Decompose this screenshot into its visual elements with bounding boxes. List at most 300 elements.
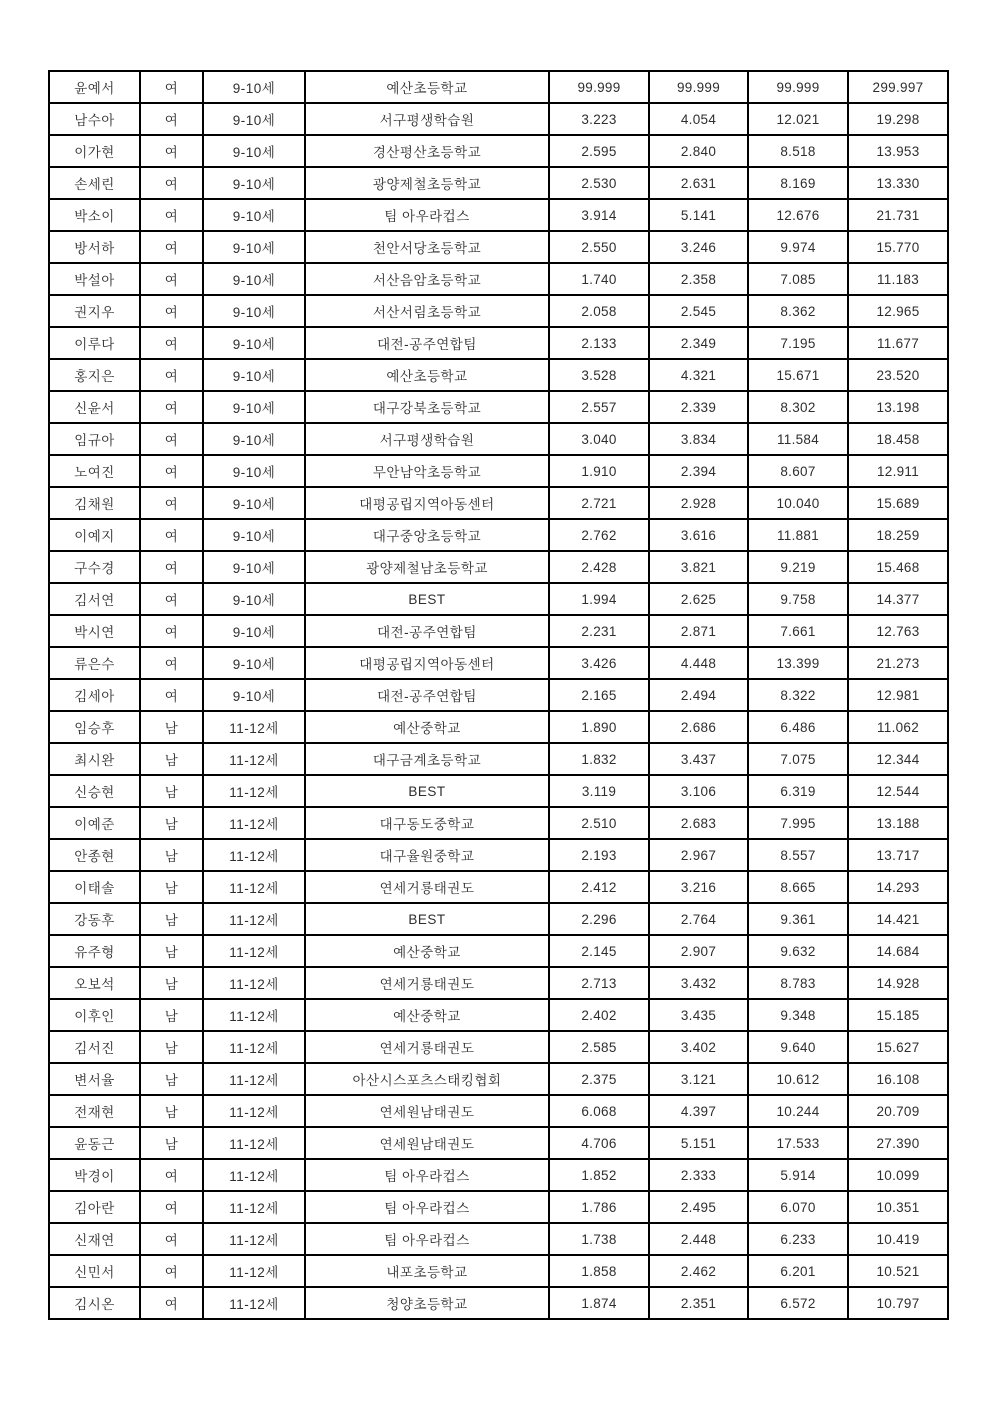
cell-name: 노여진 xyxy=(49,455,140,487)
cell-t3: 9.974 xyxy=(748,231,848,263)
cell-age: 11-12세 xyxy=(203,1159,305,1191)
cell-name: 김채원 xyxy=(49,487,140,519)
cell-team: 내포초등학교 xyxy=(305,1255,549,1287)
cell-t3: 9.361 xyxy=(748,903,848,935)
cell-team: 대평공립지역아동센터 xyxy=(305,647,549,679)
cell-total: 21.273 xyxy=(848,647,948,679)
results-sheet xyxy=(48,70,949,1320)
table-row xyxy=(49,103,948,135)
cell-age: 9-10세 xyxy=(203,391,305,423)
table-row xyxy=(49,807,948,839)
cell-t1: 2.595 xyxy=(549,135,649,167)
cell-t1: 2.058 xyxy=(549,295,649,327)
cell-gender: 여 xyxy=(140,71,203,103)
cell-t2: 2.494 xyxy=(649,679,748,711)
cell-t3: 8.322 xyxy=(748,679,848,711)
cell-age: 11-12세 xyxy=(203,711,305,743)
cell-name: 권지우 xyxy=(49,295,140,327)
cell-age: 9-10세 xyxy=(203,551,305,583)
cell-t1: 1.890 xyxy=(549,711,649,743)
cell-total: 14.293 xyxy=(848,871,948,903)
table-row xyxy=(49,999,948,1031)
cell-t2: 2.339 xyxy=(649,391,748,423)
table-row xyxy=(49,359,948,391)
cell-t3: 8.169 xyxy=(748,167,848,199)
cell-age: 9-10세 xyxy=(203,455,305,487)
cell-age: 11-12세 xyxy=(203,1191,305,1223)
cell-name: 구수경 xyxy=(49,551,140,583)
cell-t3: 17.533 xyxy=(748,1127,848,1159)
cell-t3: 5.914 xyxy=(748,1159,848,1191)
cell-t1: 3.040 xyxy=(549,423,649,455)
cell-team: 대전-공주연합팀 xyxy=(305,615,549,647)
cell-team: 서산음암초등학교 xyxy=(305,263,549,295)
cell-t2: 3.106 xyxy=(649,775,748,807)
cell-age: 11-12세 xyxy=(203,1127,305,1159)
cell-t3: 6.233 xyxy=(748,1223,848,1255)
cell-gender: 여 xyxy=(140,1191,203,1223)
cell-name: 신윤서 xyxy=(49,391,140,423)
table-row xyxy=(49,1159,948,1191)
table-row xyxy=(49,455,948,487)
cell-gender: 남 xyxy=(140,871,203,903)
table-row xyxy=(49,935,948,967)
cell-age: 9-10세 xyxy=(203,679,305,711)
cell-gender: 남 xyxy=(140,967,203,999)
cell-gender: 여 xyxy=(140,519,203,551)
cell-t2: 3.402 xyxy=(649,1031,748,1063)
cell-t1: 1.994 xyxy=(549,583,649,615)
table-row xyxy=(49,423,948,455)
cell-name: 김아란 xyxy=(49,1191,140,1223)
cell-gender: 여 xyxy=(140,231,203,263)
cell-name: 박경이 xyxy=(49,1159,140,1191)
cell-t1: 2.133 xyxy=(549,327,649,359)
cell-t2: 2.545 xyxy=(649,295,748,327)
cell-t2: 2.967 xyxy=(649,839,748,871)
table-row xyxy=(49,711,948,743)
cell-t2: 5.141 xyxy=(649,199,748,231)
cell-name: 김시온 xyxy=(49,1287,140,1319)
cell-t1: 2.510 xyxy=(549,807,649,839)
table-row xyxy=(49,615,948,647)
cell-age: 9-10세 xyxy=(203,263,305,295)
results-table xyxy=(48,70,949,1320)
cell-total: 15.185 xyxy=(848,999,948,1031)
results-table-body xyxy=(49,71,948,1319)
cell-total: 12.965 xyxy=(848,295,948,327)
cell-age: 11-12세 xyxy=(203,1031,305,1063)
cell-t2: 4.397 xyxy=(649,1095,748,1127)
cell-t3: 7.085 xyxy=(748,263,848,295)
cell-total: 10.797 xyxy=(848,1287,948,1319)
cell-total: 10.419 xyxy=(848,1223,948,1255)
cell-t3: 15.671 xyxy=(748,359,848,391)
cell-team: 아산시스포츠스태킹협회 xyxy=(305,1063,549,1095)
cell-t2: 3.246 xyxy=(649,231,748,263)
cell-team: 대구중앙초등학교 xyxy=(305,519,549,551)
cell-team: BEST xyxy=(305,903,549,935)
cell-t1: 3.528 xyxy=(549,359,649,391)
cell-t3: 13.399 xyxy=(748,647,848,679)
cell-gender: 남 xyxy=(140,1095,203,1127)
cell-gender: 여 xyxy=(140,1287,203,1319)
cell-t1: 2.375 xyxy=(549,1063,649,1095)
cell-team: 서산서림초등학교 xyxy=(305,295,549,327)
cell-gender: 남 xyxy=(140,999,203,1031)
cell-age: 9-10세 xyxy=(203,295,305,327)
cell-t3: 7.195 xyxy=(748,327,848,359)
table-row xyxy=(49,1095,948,1127)
cell-t1: 2.296 xyxy=(549,903,649,935)
table-row xyxy=(49,1031,948,1063)
cell-t2: 2.683 xyxy=(649,807,748,839)
cell-name: 이가현 xyxy=(49,135,140,167)
table-row xyxy=(49,167,948,199)
cell-name: 박소이 xyxy=(49,199,140,231)
cell-t3: 9.632 xyxy=(748,935,848,967)
table-row xyxy=(49,1223,948,1255)
table-row xyxy=(49,551,948,583)
cell-t1: 2.530 xyxy=(549,167,649,199)
cell-t3: 7.075 xyxy=(748,743,848,775)
cell-name: 강동후 xyxy=(49,903,140,935)
cell-t3: 9.758 xyxy=(748,583,848,615)
cell-age: 9-10세 xyxy=(203,519,305,551)
cell-gender: 여 xyxy=(140,487,203,519)
cell-t2: 3.437 xyxy=(649,743,748,775)
cell-team: 팀 아우라컵스 xyxy=(305,1159,549,1191)
cell-t1: 2.412 xyxy=(549,871,649,903)
cell-t3: 8.302 xyxy=(748,391,848,423)
cell-t3: 6.070 xyxy=(748,1191,848,1223)
cell-name: 오보석 xyxy=(49,967,140,999)
cell-gender: 여 xyxy=(140,455,203,487)
cell-total: 10.099 xyxy=(848,1159,948,1191)
cell-name: 임승후 xyxy=(49,711,140,743)
cell-age: 11-12세 xyxy=(203,999,305,1031)
cell-t1: 2.231 xyxy=(549,615,649,647)
table-row xyxy=(49,903,948,935)
cell-age: 11-12세 xyxy=(203,1095,305,1127)
cell-gender: 여 xyxy=(140,551,203,583)
cell-gender: 여 xyxy=(140,1255,203,1287)
cell-t1: 1.910 xyxy=(549,455,649,487)
cell-t2: 2.495 xyxy=(649,1191,748,1223)
cell-t2: 3.216 xyxy=(649,871,748,903)
cell-t1: 2.165 xyxy=(549,679,649,711)
cell-name: 이예준 xyxy=(49,807,140,839)
cell-t1: 99.999 xyxy=(549,71,649,103)
cell-t3: 8.557 xyxy=(748,839,848,871)
cell-t2: 2.333 xyxy=(649,1159,748,1191)
cell-total: 15.689 xyxy=(848,487,948,519)
cell-age: 9-10세 xyxy=(203,231,305,263)
cell-t3: 12.021 xyxy=(748,103,848,135)
cell-t2: 2.462 xyxy=(649,1255,748,1287)
cell-total: 13.953 xyxy=(848,135,948,167)
cell-t3: 8.518 xyxy=(748,135,848,167)
cell-gender: 여 xyxy=(140,295,203,327)
table-row xyxy=(49,1063,948,1095)
cell-t1: 2.428 xyxy=(549,551,649,583)
cell-team: 팀 아우라컵스 xyxy=(305,1223,549,1255)
cell-name: 최시완 xyxy=(49,743,140,775)
cell-total: 20.709 xyxy=(848,1095,948,1127)
cell-total: 11.062 xyxy=(848,711,948,743)
cell-total: 15.468 xyxy=(848,551,948,583)
cell-name: 류은수 xyxy=(49,647,140,679)
cell-t2: 3.821 xyxy=(649,551,748,583)
table-row xyxy=(49,1255,948,1287)
cell-team: 대구동도중학교 xyxy=(305,807,549,839)
cell-t1: 6.068 xyxy=(549,1095,649,1127)
cell-t1: 1.858 xyxy=(549,1255,649,1287)
cell-t2: 2.625 xyxy=(649,583,748,615)
cell-name: 신승현 xyxy=(49,775,140,807)
cell-gender: 남 xyxy=(140,935,203,967)
cell-gender: 여 xyxy=(140,199,203,231)
cell-age: 11-12세 xyxy=(203,903,305,935)
cell-gender: 여 xyxy=(140,679,203,711)
table-row xyxy=(49,1287,948,1319)
cell-total: 14.928 xyxy=(848,967,948,999)
cell-team: BEST xyxy=(305,583,549,615)
cell-team: 예산중학교 xyxy=(305,935,549,967)
cell-name: 박시연 xyxy=(49,615,140,647)
cell-name: 유주형 xyxy=(49,935,140,967)
table-row xyxy=(49,839,948,871)
table-row xyxy=(49,679,948,711)
cell-total: 11.183 xyxy=(848,263,948,295)
cell-total: 15.770 xyxy=(848,231,948,263)
cell-t1: 1.740 xyxy=(549,263,649,295)
table-row xyxy=(49,231,948,263)
cell-t3: 6.201 xyxy=(748,1255,848,1287)
cell-gender: 남 xyxy=(140,1031,203,1063)
cell-t1: 2.585 xyxy=(549,1031,649,1063)
cell-gender: 남 xyxy=(140,775,203,807)
cell-t2: 4.448 xyxy=(649,647,748,679)
cell-age: 11-12세 xyxy=(203,935,305,967)
cell-team: 예산중학교 xyxy=(305,999,549,1031)
table-row xyxy=(49,647,948,679)
cell-age: 9-10세 xyxy=(203,615,305,647)
cell-total: 13.188 xyxy=(848,807,948,839)
cell-team: 팀 아우라컵스 xyxy=(305,199,549,231)
cell-gender: 남 xyxy=(140,839,203,871)
cell-gender: 남 xyxy=(140,743,203,775)
cell-t3: 7.995 xyxy=(748,807,848,839)
cell-name: 신민서 xyxy=(49,1255,140,1287)
cell-total: 14.377 xyxy=(848,583,948,615)
cell-total: 23.520 xyxy=(848,359,948,391)
cell-gender: 여 xyxy=(140,647,203,679)
cell-name: 손세린 xyxy=(49,167,140,199)
cell-t3: 6.486 xyxy=(748,711,848,743)
cell-team: 대구금계초등학교 xyxy=(305,743,549,775)
cell-t3: 9.348 xyxy=(748,999,848,1031)
cell-total: 21.731 xyxy=(848,199,948,231)
cell-total: 12.344 xyxy=(848,743,948,775)
cell-name: 박설아 xyxy=(49,263,140,295)
cell-name: 임규아 xyxy=(49,423,140,455)
cell-name: 이루다 xyxy=(49,327,140,359)
table-row xyxy=(49,519,948,551)
cell-team: 서구평생학습원 xyxy=(305,103,549,135)
table-row xyxy=(49,775,948,807)
cell-t2: 2.907 xyxy=(649,935,748,967)
cell-team: 팀 아우라컵스 xyxy=(305,1191,549,1223)
cell-age: 9-10세 xyxy=(203,103,305,135)
cell-t2: 2.686 xyxy=(649,711,748,743)
cell-t2: 2.928 xyxy=(649,487,748,519)
cell-team: 대구강북초등학교 xyxy=(305,391,549,423)
cell-age: 9-10세 xyxy=(203,199,305,231)
cell-age: 11-12세 xyxy=(203,807,305,839)
cell-name: 김서진 xyxy=(49,1031,140,1063)
cell-t1: 2.721 xyxy=(549,487,649,519)
cell-t2: 3.616 xyxy=(649,519,748,551)
cell-t1: 1.852 xyxy=(549,1159,649,1191)
cell-t3: 6.319 xyxy=(748,775,848,807)
cell-age: 11-12세 xyxy=(203,1255,305,1287)
cell-team: 연세거룡태권도 xyxy=(305,1031,549,1063)
cell-age: 11-12세 xyxy=(203,1287,305,1319)
cell-gender: 여 xyxy=(140,391,203,423)
cell-t1: 2.713 xyxy=(549,967,649,999)
cell-team: 연세거룡태권도 xyxy=(305,967,549,999)
cell-name: 안종현 xyxy=(49,839,140,871)
cell-total: 14.421 xyxy=(848,903,948,935)
cell-total: 12.544 xyxy=(848,775,948,807)
cell-name: 변서율 xyxy=(49,1063,140,1095)
cell-gender: 여 xyxy=(140,583,203,615)
cell-t3: 9.640 xyxy=(748,1031,848,1063)
cell-total: 12.763 xyxy=(848,615,948,647)
cell-t1: 1.874 xyxy=(549,1287,649,1319)
cell-t1: 3.914 xyxy=(549,199,649,231)
cell-gender: 남 xyxy=(140,1127,203,1159)
cell-name: 이예지 xyxy=(49,519,140,551)
cell-gender: 남 xyxy=(140,807,203,839)
cell-total: 18.458 xyxy=(848,423,948,455)
cell-age: 9-10세 xyxy=(203,487,305,519)
cell-total: 14.684 xyxy=(848,935,948,967)
table-row xyxy=(49,135,948,167)
cell-t2: 2.840 xyxy=(649,135,748,167)
cell-age: 9-10세 xyxy=(203,135,305,167)
cell-t2: 2.349 xyxy=(649,327,748,359)
cell-gender: 여 xyxy=(140,263,203,295)
cell-t3: 8.607 xyxy=(748,455,848,487)
cell-name: 전재현 xyxy=(49,1095,140,1127)
cell-age: 11-12세 xyxy=(203,871,305,903)
cell-t2: 5.151 xyxy=(649,1127,748,1159)
cell-t2: 99.999 xyxy=(649,71,748,103)
cell-name: 신재연 xyxy=(49,1223,140,1255)
cell-t1: 2.145 xyxy=(549,935,649,967)
cell-gender: 여 xyxy=(140,135,203,167)
cell-t1: 3.119 xyxy=(549,775,649,807)
cell-team: 예산초등학교 xyxy=(305,71,549,103)
cell-name: 이태솔 xyxy=(49,871,140,903)
cell-age: 11-12세 xyxy=(203,743,305,775)
cell-t2: 4.054 xyxy=(649,103,748,135)
cell-t3: 7.661 xyxy=(748,615,848,647)
cell-gender: 남 xyxy=(140,1063,203,1095)
cell-team: 대평공립지역아동센터 xyxy=(305,487,549,519)
cell-t2: 2.358 xyxy=(649,263,748,295)
table-row xyxy=(49,487,948,519)
cell-t2: 2.871 xyxy=(649,615,748,647)
cell-t3: 10.612 xyxy=(748,1063,848,1095)
cell-team: 무안남악초등학교 xyxy=(305,455,549,487)
cell-name: 이후인 xyxy=(49,999,140,1031)
cell-t3: 8.665 xyxy=(748,871,848,903)
cell-total: 13.198 xyxy=(848,391,948,423)
table-row xyxy=(49,71,948,103)
cell-name: 김세아 xyxy=(49,679,140,711)
cell-team: 대구율원중학교 xyxy=(305,839,549,871)
cell-t3: 11.584 xyxy=(748,423,848,455)
table-row xyxy=(49,1191,948,1223)
cell-name: 남수아 xyxy=(49,103,140,135)
cell-team: 대전-공주연합팀 xyxy=(305,327,549,359)
cell-age: 9-10세 xyxy=(203,647,305,679)
table-row xyxy=(49,743,948,775)
cell-team: 경산평산초등학교 xyxy=(305,135,549,167)
cell-team: 서구평생학습원 xyxy=(305,423,549,455)
table-row xyxy=(49,295,948,327)
cell-t2: 3.834 xyxy=(649,423,748,455)
cell-total: 15.627 xyxy=(848,1031,948,1063)
cell-t3: 12.676 xyxy=(748,199,848,231)
cell-t1: 1.738 xyxy=(549,1223,649,1255)
cell-t1: 2.550 xyxy=(549,231,649,263)
cell-t1: 3.223 xyxy=(549,103,649,135)
cell-total: 10.521 xyxy=(848,1255,948,1287)
cell-team: 연세거룡태권도 xyxy=(305,871,549,903)
cell-age: 11-12세 xyxy=(203,775,305,807)
cell-total: 299.997 xyxy=(848,71,948,103)
cell-t2: 4.321 xyxy=(649,359,748,391)
cell-t3: 6.572 xyxy=(748,1287,848,1319)
cell-total: 18.259 xyxy=(848,519,948,551)
cell-total: 10.351 xyxy=(848,1191,948,1223)
cell-team: 청양초등학교 xyxy=(305,1287,549,1319)
cell-t2: 2.351 xyxy=(649,1287,748,1319)
table-row xyxy=(49,1127,948,1159)
cell-t2: 2.764 xyxy=(649,903,748,935)
cell-total: 13.717 xyxy=(848,839,948,871)
cell-age: 9-10세 xyxy=(203,423,305,455)
cell-total: 13.330 xyxy=(848,167,948,199)
cell-t3: 10.040 xyxy=(748,487,848,519)
cell-t2: 3.121 xyxy=(649,1063,748,1095)
cell-t1: 1.786 xyxy=(549,1191,649,1223)
cell-gender: 여 xyxy=(140,103,203,135)
table-row xyxy=(49,391,948,423)
cell-t3: 9.219 xyxy=(748,551,848,583)
cell-gender: 여 xyxy=(140,423,203,455)
table-row xyxy=(49,199,948,231)
cell-team: 연세원남태권도 xyxy=(305,1095,549,1127)
cell-age: 9-10세 xyxy=(203,71,305,103)
cell-age: 9-10세 xyxy=(203,359,305,391)
cell-total: 19.298 xyxy=(848,103,948,135)
cell-gender: 남 xyxy=(140,903,203,935)
